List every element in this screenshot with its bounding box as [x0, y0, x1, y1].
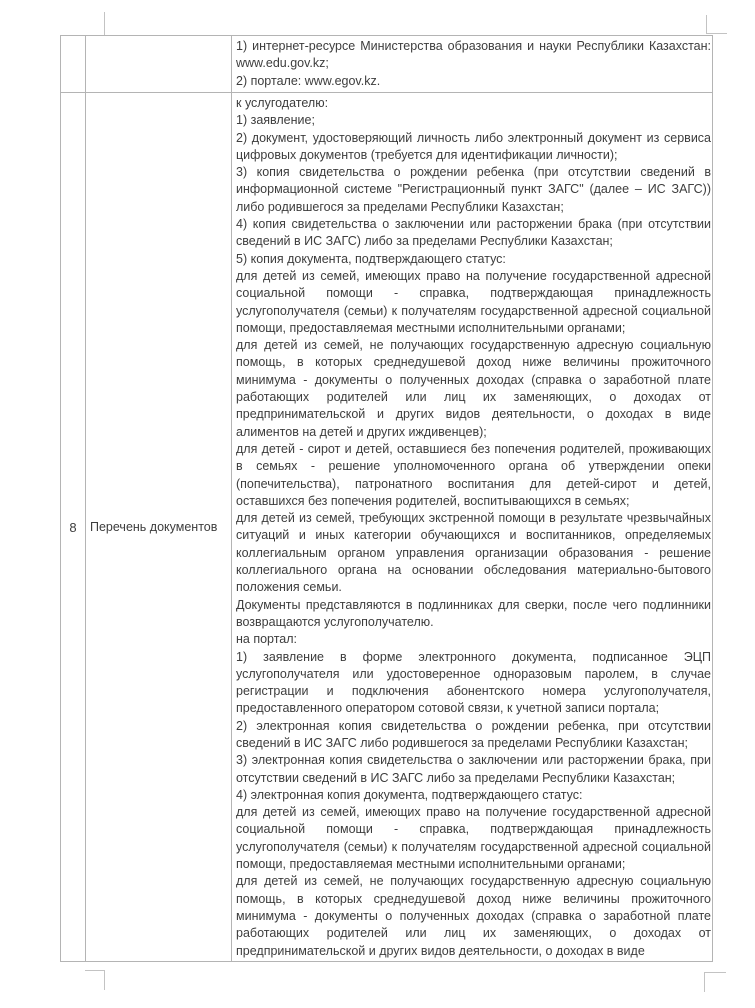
paragraph: 4) электронная копия документа, подтверждающего статус:	[236, 787, 583, 802]
paragraph: 3) копия свидетельства о рождении ребенка (при отсутствии сведений в информационной системе "Регистрационный пункт ЗАГС" (далее – ИС ЗАГС)) либо родившегося за пределами Республики Казахстан;	[236, 165, 711, 214]
table-cell-documents-list	[232, 93, 712, 961]
table-cell-row1-content-info-sources	[232, 36, 712, 93]
paragraph: 1) заявление;	[236, 113, 315, 128]
table-cell-row1-label-empty	[86, 36, 232, 93]
paragraph: для детей из семей, требующих экстренной помощи в результате чрезвычайных ситуаций и иных категории обучающихся и воспитанников, определяемых коллегиальным органом управления организации образования - решение коллегиального органа на основании обследования материально-бытового положения семьи.	[236, 511, 711, 595]
paragraph: 3) электронная копия свидетельства о заключении или расторжении брака, при отсутствии сведений в ИС ЗАГС либо за пределами Республики Казахстан;	[236, 753, 711, 785]
paragraph: 2) документ, удостоверяющий личность либо электронный документ из сервиса цифровых документов (требуется для идентификации личности);	[236, 130, 711, 162]
table-cell-row-number	[61, 93, 86, 961]
table-cell-row-label	[86, 93, 232, 961]
documents-requirements-table	[60, 35, 713, 962]
crop-mark-bottom-right	[704, 972, 726, 992]
paragraph: к услугодателю:	[236, 96, 329, 110]
table-cell-row1-number-empty	[61, 36, 86, 93]
paragraph: 2) портале: www.egov.kz.	[236, 73, 381, 88]
paragraph: на портал:	[236, 632, 298, 647]
crop-mark-top-left	[104, 12, 106, 35]
paragraph: 1) заявление в форме электронного документа, подписанное ЭЦП услугополучателя или удостоверенное одноразовым паролем, в случае регистрации и подключения абонентского номера услугополучателя, предоставленного оператором сотовой связи, к учетной записи портала;	[236, 649, 711, 716]
paragraph: для детей из семей, не получающих государственную адресную социальную помощь, в которых среднедушевой доход ниже величины прожиточного минимума - документы о полученных доходах (справка о заработной плате работающих родителей или лиц их заменяющих, о доходах от предпринимательской и других видов деятельности, о доходах в виде	[236, 874, 711, 958]
paragraph: для детей - сирот и детей, оставшиеся без попечения родителей, проживающих в семьях - решение уполномоченного органа об утверждении опеки (попечительства), патронатного воспитания для детей-сирот и детей, оставшихся без попечения родителей, воспитывающихся в семьях;	[236, 441, 711, 508]
row-number-text: 8	[69, 519, 77, 535]
paragraph: 4) копия свидетельства о заключении или расторжении брака (при отсутствии сведений в ИС ЗАГС) либо за пределами Республики Казахстан;	[236, 217, 711, 249]
paragraph: для детей из семей, не получающих государственную адресную социальную помощь, в которых среднедушевой доход ниже величины прожиточного минимума - документы о полученных доходах (справка о заработной плате работающих родителей или лиц их заменяющих, о доходах от предпринимательской и других видов деятельности, о доходах в виде алиментов на детей и других иждивенцев);	[236, 338, 711, 439]
paragraph: Документы представляются в подлинниках для сверки, после чего подлинники возвращаются услугополучателю.	[236, 597, 711, 629]
paragraph: для детей из семей, имеющих право на получение государственной адресной социальной помощи - справка, подтверждающая принадлежность услугополучателя (семьи) к получателям государственной адресной социальной помощи, предоставляемая местными исполнительными органами;	[236, 805, 711, 872]
paragraph: 1) интернет-ресурсе Министерства образования и науки Республики Казахстан: www.edu.gov.kz;	[236, 39, 711, 71]
paragraph: 2) электронная копия свидетельства о рождении ребенка, при отсутствии сведений в ИС ЗАГС либо родившегося за пределами Республики Казахстан;	[236, 718, 711, 750]
paragraph: 5) копия документа, подтверждающего статус:	[236, 251, 506, 266]
crop-mark-top-right	[706, 15, 727, 34]
crop-mark-bottom-left	[85, 970, 105, 990]
paragraph: для детей из семей, имеющих право на получение государственной адресной социальной помощи - справка, подтверждающая принадлежность услугополучателя (семьи) к получателям государственной адресной социальной помощи, предоставляемая местными исполнительными органами;	[236, 268, 711, 335]
row-label-text: Перечень документов	[90, 520, 218, 534]
